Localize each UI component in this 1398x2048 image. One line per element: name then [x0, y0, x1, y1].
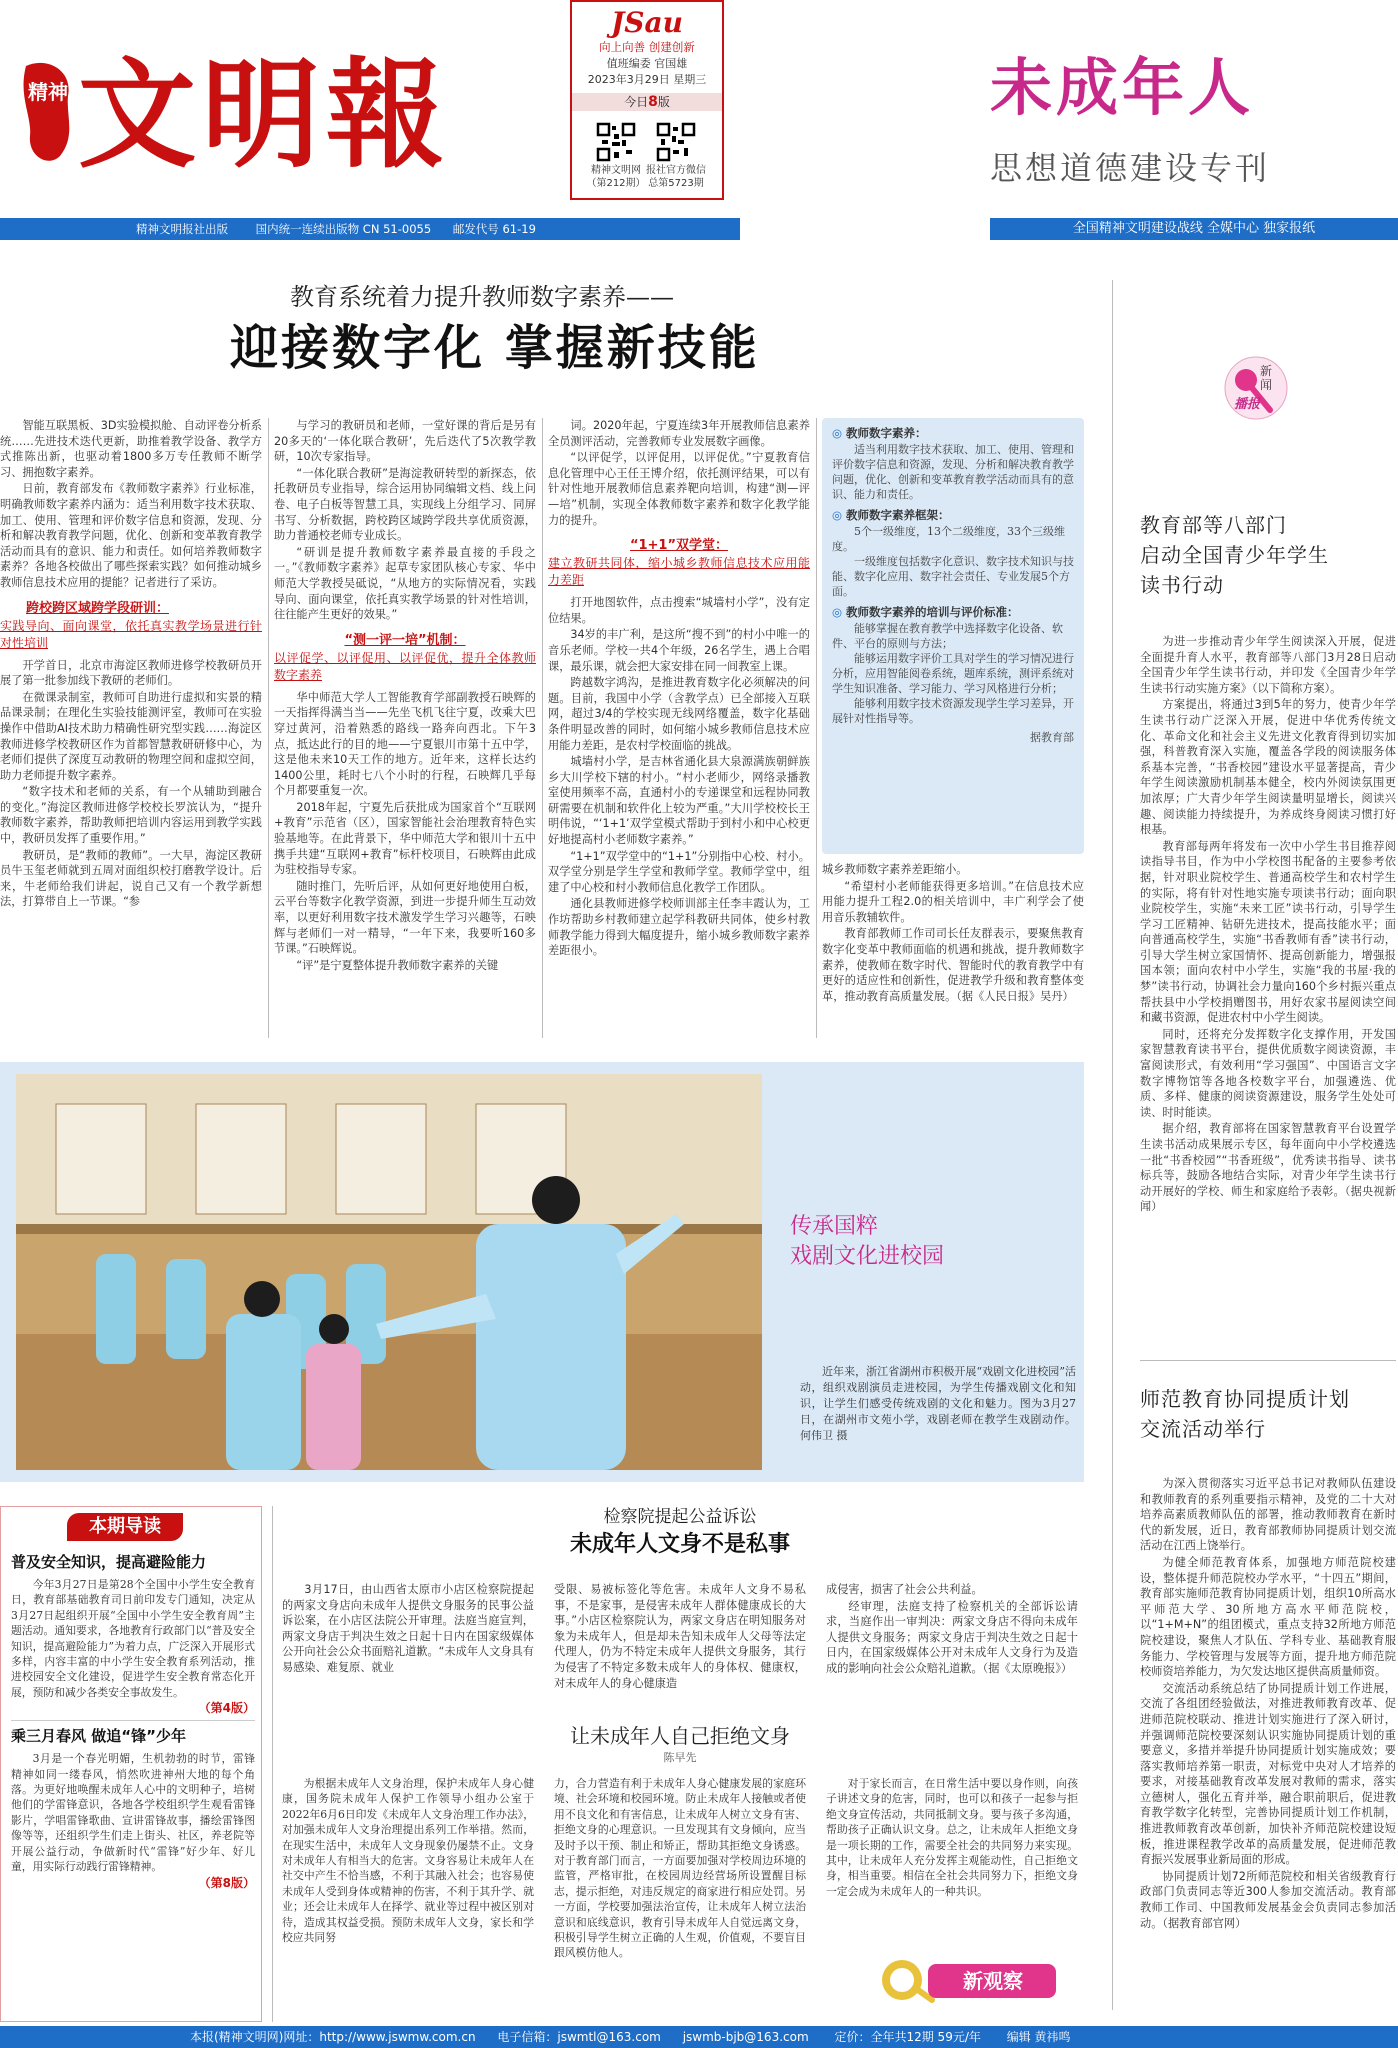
footer-editor: 编辑 黄祎鸣	[1006, 2030, 1071, 2044]
bottom-col2: 受限、易被标签化等危害。未成年人文身不易私事，不是家事，是侵害未成年人群体健康成长的大事。”小店区检察院认为，两家文身店在明知服务对象为未成年人，但是却未告知未成年人父母等法定代理人，仍为不特定未成年人提供文身服务，其行为侵害了不特定多数未成年人的身体权、健康权，对未成年人的身心健康造	[554, 1583, 806, 1690]
lead-para: 开学首日，北京市海淀区教师进修学校教研员开展了第一批参加线下教研的老师们。	[0, 658, 262, 688]
masthead-info-bar	[0, 218, 740, 240]
guide-header: 本期导读	[67, 1513, 183, 1541]
right-article1-title: 教育部等八部门 启动全国青少年学生 读书行动	[1140, 513, 1329, 597]
lead-para: 随时推门，先听后评，从如何更好地使用白板，云平台等数字化教学资源，到进一步提升师生互动效率，以更好利用数字技术激发学生学习兴趣等，石映辉与老师们一对一精导，“一年下来，我要听160多节课。”石映辉说。	[274, 879, 536, 956]
lead-para: 日前，教育部发布《教师数字素养》行业标准，明确教师数字素养内涵为：适当利用数字技术获取、加工、使用、管理和评价数字信息和资源，发现、分析和解决教育教学问题，优化、创新和变革教育教学活动而具有的意识、能力和责任。如何培养教师数字素养？各地各校做出了哪些探索实践？如何推动城乡教师信息技术应用的提能？记者进行了采访。	[0, 482, 262, 589]
news-broadcast-badge: 新 闻 播报	[1222, 354, 1290, 434]
publisher: 精神文明报社出版	[136, 222, 228, 236]
masthead-editor: 值班编委 官国雄	[606, 57, 688, 70]
photo-caption-title: 传承国粹 戏剧文化进校园	[790, 1214, 945, 1269]
guide-item-desc: 3月是一个春光明媚，生机勃勃的时节，雷锋精神如同一缕春风，悄然吹进神州大地的每个角落。为更好地唤醒未成年人心中的文明种子，培树他们的学雷锋意识，各地各学校组织学生观看雷锋影片，学唱雷锋歌曲、宣讲雷锋故事，播绘雷锋图像等等，还组织学生们走上街头、社区，养老院等开展公益行动，争做新时代“雷锋”好少年、好儿童，用实际行动践行雷锋精神。	[11, 1752, 255, 1874]
opinion-col1: 为根据未成年人文身治理，保护未成年人身心健康，国务院未成年人保护工作领导小组办公室于2022年6月6日印发《未成年人文身治理工作办法》，对加强未成年人文身治理提出系列工作举措。然而，在现实生活中，未成年人文身现象仍屡禁不止。文身对未成年人有相当大的危害。文身容易让未成年人在社交中产生不恰当感，不利于其融入社会；也容易使未成年人受到身体或精神的伤害，不利于其升学、就业；还会让未成年人在择学、就业等过程中被区别对待，造成其权益受损。预防未成年人文身，家长和学校应共同努	[282, 1777, 534, 1945]
right-article2-title: 师范教育协同提质计划 交流活动举行	[1140, 1387, 1350, 1441]
box-text: 一级维度包括数字化意识、数字技术知识与技能、数字化应用、数字社会责任、专业发展5个方面。	[832, 555, 1074, 598]
lead-subhead-desc: 建立教研共同体，缩小城乡教师信息技术应用能力差距	[548, 556, 810, 588]
bottom-kicker: 检察院提起公益诉讼	[603, 1507, 757, 1527]
box-text: 能够利用数字技术资源发现学生学习差异，开展针对性指导等。	[832, 697, 1074, 725]
opinion-headline: 让未成年人自己拒绝文身	[570, 1724, 790, 1748]
new-observation-logo	[878, 1954, 1068, 2004]
masthead-center-box	[570, 0, 724, 200]
lead-col2	[274, 418, 536, 1058]
masthead-date: 2023年3月29日 星期三	[587, 73, 707, 86]
masthead-slogan: 向上向善 创建创新	[599, 40, 695, 54]
lead-para: 34岁的丰广利，是这所“搜不到”的村小中唯一的音乐老师。学校一共4个年级，26名学生，遇上合唱课，最乐课，就会把大家安排在同一间教室上课。	[548, 628, 810, 673]
footer-price: 定价：全年共12期 59元/年	[834, 2030, 981, 2044]
box-heading: ◎ 教师数字素养：	[832, 426, 927, 440]
special-title: 未成年人	[990, 51, 1255, 124]
masthead-right-bar: 全国精神文明建设战线 全媒中心 独家报纸	[990, 218, 1398, 240]
lead-para: 华中师范大学人工智能教育学部副教授石映辉的一天指挥得满当当——先坐飞机飞往宁夏，改乘大巴穿过黄河，沿着熟悉的路线一路奔向西北。下午3点，抵达此行的目的地——宁夏银川市第十五中学，这是他未来10天工作的地方。近年来，这样长达约1400公里，耗时七八个小时的行程，石映辉几乎每个月都要重复一次。	[274, 690, 536, 798]
box-heading: ◎ 教师数字素养的培训与评价标准：	[832, 605, 1019, 619]
guide-item-ref[interactable]: （第4版）	[198, 1701, 255, 1716]
lead-para: “研训是提升教师数字素养最直接的手段之一。”《教师数字素养》起草专家团队核心专家、华中师范大学教授吴砥说，“从地方的实际情况看，实践导向、面向课堂，依托真实教学场景的针对性培训，往往能产生更好的效果。”	[274, 545, 536, 622]
lead-subhead: “测一评一培”机制：	[344, 632, 466, 648]
guide-box	[0, 1506, 262, 2022]
lead-col4	[822, 862, 1084, 1042]
postal-code: 邮发代号 61-19	[452, 222, 536, 236]
new-observation-text: 新观察	[963, 1969, 1023, 1993]
pages-today: 今日8版	[572, 93, 722, 111]
masthead-seal-text: 精神	[28, 80, 68, 104]
footer-email1[interactable]: 电子信箱：jswmtl@163.com	[497, 2030, 661, 2044]
col-divider	[268, 418, 269, 1038]
right-divider	[1140, 1360, 1396, 1361]
lead-para: “以评促学，以评促用，以评促优。”宁夏教育信息化管理中心王任王博介绍，依托测评结果，可以有针对性地开展教师信息素养靶向培训，构建“测—评—培”机制，实现全体教师数字素养和数字化教学能力的提升。	[548, 451, 810, 527]
lead-kicker: 教育系统着力提升教师数字素养——	[290, 283, 674, 311]
lead-para: 教研员，是“教师的教师”。一大早，海淀区教研员牛玉玺老师就到五周对面组织校打磨教学设计。后来，牛老师给我们讲起，说自己又有一个教学新想法，打算带自上一节课。“参	[0, 848, 262, 909]
box-text: 能够掌握在教育教学中选择数字化设备、软件、平台的原则与方法；	[832, 622, 1063, 650]
lead-headline: 迎接数字化 掌握新技能	[230, 320, 760, 376]
footer-email2[interactable]: jswmb-bjb@163.com	[682, 2030, 809, 2044]
lead-para: 教育部教师工作司司长任友群表示，要聚焦教育数字化变革中教师面临的机遇和挑战，提升教师数字素养，使教师在数字时代、智能时代的教育教学中有更好的适应性和创新性，促进教学升级和教育整体变革，推动教育高质量发展。（据《人民日报》吴丹）	[822, 927, 1084, 1003]
lead-para: 城乡教师数字素养差距缩小。	[822, 863, 968, 876]
badge-logo: JSau	[611, 6, 683, 39]
lead-col1	[0, 418, 262, 1058]
lead-para: “希望村小老师能获得更多培训。”在信息技术应用能力提升工程2.0的相关培训中，丰广利学会了使用音乐教辅软件。	[822, 879, 1084, 924]
lead-para: 城墙村小学，是吉林省通化县大泉源满族朝鲜族乡大川学校下辖的村小。“村小老师少，网络录播教室使用频率不高，直通村小的专递课堂和远程协同教研需要在机制和软件化上较为严重。”大川学校校长王明伟说，“‘1+1’双学堂模式帮助于到村小和中心校更好地提高村小老师数字素养。”	[548, 755, 810, 847]
lead-para: 2018年起，宁夏先后获批成为国家首个“互联网+教育”示范省（区），国家智能社会治理教育特色实验基地等。在此背景下，华中师范大学和银川十五中携手共建“互联网+教育”标杆校项目，石映辉由此成为驻校指导专家。	[274, 800, 536, 877]
lead-para: “评”是宁夏整体提升教师数字素养的关键	[296, 958, 499, 972]
qr-code-website[interactable]	[596, 122, 636, 162]
right-article2-body: 为深入贯彻落实习近平总书记对教师队伍建设和教师教育的系列重要指示精神，及党的二十大对培养高素质教师队伍的部署，推动教师教育在新时代的新发展，近日，教育部教师协同提质计划交流活动在江西上饶举行。 为健全师范教育体系，加强地方师范院校建设，整体提升师范院校办学水平，“十四五”期间，教育部实施师范教育协同提质计划，组织10所高水平师范大学、30所地方高水平师范院校，以“1+M+N”的组团模式，重点支持32所地方师范院校建设，聚焦人才队伍、学科专业、基础教育服务能力、学校管理与发展等方面，提升地方师范院校师资培养能力，为欠发达地区提供高质量师资。 交流活动系统总结了协同提质计划工作进展，交流了各组团经验做法，对推进教师教育改革、促进师范院校联动、推进计划实施进行了深入研讨，并强调师范院校要深刻认识实施协同提质计划的重要意义，多措并举提升协同提质计划实施成效；要落实教师培养第一职责，对标党中央对人才培养的要求，对接基础教育改革发展对教师的需求，落实立德树人，强化五育并举，融合职前职后，促进教育教学数字化转型，完善协同提质计划工作机制，推进教师教育改革创新，加快补齐师范院校建设短板，推进课程教学改革的高质量发展，促进师范教育振兴发展事业新局面的形成。 协同提质计划72所师范院校和相关省级教育行政部门负责同志等近300人参加交流活动。教育部教师工作司、中国教师发展基金会负责同志参加活动。（据教育部官网）	[1140, 1477, 1396, 1930]
photo-caption: 近年来，浙江省湖州市积极开展“戏剧文化进校园”活动，组织戏剧演员走进校园，为学生传播戏剧文化和知识，让学生们感受传统戏剧的文化和魅力。图为3月27日，在湖州市文苑小学，戏剧老师在教学生戏剧动作。 何伟卫 摄	[800, 1365, 1076, 1442]
lead-para: “数字技术和老师的关系，有一个从辅助到融合的变化。”海淀区教师进修学校校长罗滨认为，“提升教师数字素养，帮助教师把培训内容运用到教学实践中，教研员发挥了重要作用。”	[0, 785, 262, 846]
lead-col3	[548, 418, 810, 1058]
guide-item-ref[interactable]: （第8版）	[198, 1875, 255, 1890]
lead-subhead: 跨校跨区域跨学段研训：	[26, 600, 170, 616]
photo-panel	[0, 1062, 1084, 1482]
qr-code-wechat[interactable]	[656, 122, 696, 162]
lead-para: 与学习的教研员和老师，一堂好课的背后是另有20多天的‘一体化联合教研’，先后迭代了5次教学教研，10次专家指导。	[274, 419, 536, 464]
bottom-col1: 3月17日，由山西省太原市小店区检察院提起的两家文身店向未成年人提供文身服务的民事公益诉讼案，在小店区法院公开审理。法庭当庭宣判，两家文身店于判决生效之日起十日内在国家级媒体公开向社会公众书面赔礼道歉。“未成年人文身具有易感染、难复原、就业	[282, 1583, 534, 1674]
cn-number: 国内统一连续出版物 CN 51-0055	[255, 222, 432, 236]
lead-para: 跨越数字鸿沟，是推进教育数字化必须解决的问题。目前，我国中小学（含教学点）已全部接入互联网，超过3/4的学校实现无线网络覆盖，数字化基础条件明显改善的同时，如何缩小城乡教师信息技术应用能力差距，是农村学校面临的挑战。	[548, 676, 810, 752]
opinion-byline: 陈早先	[663, 1751, 697, 1764]
lead-para: 智能互联黑板、3D实验模拟舱、自动评卷分析系统……先进技术迭代更新，助推着教学设备、教学方式推陈出新，也驱动着1800多万专任教师不断学习、拥抱数字素养。	[0, 419, 262, 479]
box-text: 5个一级维度，13个二级维度，33个三级维度。	[832, 525, 1065, 553]
guide-item-desc: 今年3月27日是第28个全国中小学生安全教育日，教育部基础教育司日前印发专门通知，决定从3月27日起组织开展“全国中小学生安全教育周”主题活动。通知要求，各地教育行政部门以“普及安全知识，提高避险能力”为着力点，广泛深入开展形式多样，内容丰富的中小学生安全教育系列活动，推进校园安全文化建设，促进学生安全教育常态化开展，预防和减少各类安全事故发生。	[11, 1578, 255, 1699]
col-divider	[272, 1506, 273, 2022]
guide-item-title[interactable]: 乘三月春风 做追“锋”少年	[11, 1727, 186, 1746]
guide-item-title[interactable]: 普及安全知识，提高避险能力	[11, 1553, 207, 1571]
lead-subhead-desc: 以评促学、以评促用、以评促优，提升全体教师数字素养	[274, 650, 536, 682]
lead-para: 在微课录制室，教师可自助进行虚拟和实景的精品课录制；在理化生实验技能测评室，教师可在实验操作中借助AI技术助力精确性研究型实践……海淀区教师进修学校教研区作为首都智慧教研研修中心，为老师们提供了深度互动教研的物理空间和虚拟空间，助力老师提升数字素养。	[0, 690, 262, 782]
definition-box	[822, 418, 1084, 854]
box-text: 能够运用数字评价工具对学生的学习情况进行分析，应用智能阅卷系统，题库系统，测评系统对学生知识准备、学习能力、学习风格进行分析；	[832, 652, 1074, 695]
box-heading: ◎ 教师数字素养框架：	[832, 508, 950, 522]
col-divider	[816, 418, 817, 1038]
qr2-caption: 报社官方微信 总第5723期	[646, 165, 706, 189]
lead-para: 通化县教师进修学校师训部主任李丰霞认为，工作坊帮助乡村教师建立起学科教研共同体，使乡村教师教学能力得到大幅度提升，缩小城乡教师数字素养差距很小。	[548, 897, 810, 958]
footer-site[interactable]: 本报(精神文明网)网址：http://www.jswmw.com.cn	[190, 2030, 476, 2044]
microphone-icon	[1222, 354, 1290, 434]
lead-para: “一体化联合教研”是海淀教研转型的新探态，依托教研员专业指导，综合运用协同编辑文档、线上问卷、电子白板等智慧工具，实现线上分组学习、同屏书写、分析数据，跨校跨区域跨学段共享优质资源，助力普通校老师专业成长。	[274, 466, 536, 543]
opera-photo	[16, 1074, 762, 1470]
opinion-col2: 力，合力营造有利于未成年人身心健康发展的家庭环境、社会环境和校园环境。防止未成年人接触或者使用不良文化和有害信息，让未成年人树立文身有害、拒绝文身的心理意识。一旦发现其有文身倾向，应当及时予以干预、制止和矫正，帮助其拒绝文身诱惑。对于教育部门而言，一方面要加强对学校周边环境的监管，严格审批，在校园周边经营场所设置醒目标志，提示拒绝，对违反规定的商家进行相应处罚。另一方面，学校要加强法治宣传，让未成年人树立法治意识和底线意识，教育引导未成年人自觉远离文身，积极引导学生树立正确的人生观，价值观，不要盲目跟风模仿他人。	[554, 1777, 806, 1960]
opinion-col3: 对于家长而言，在日常生活中要以身作则，向孩子讲述文身的危害，同时，也可以和孩子一起参与拒绝文身宣传活动，共同抵制文身。要与孩子多沟通，帮助孩子正确认识文身。总之，让未成年人拒绝文身是一项长期的工作，需要全社会的共同努力来实现。其中，让未成年人充分发挥主观能动性，自己拒绝文身，相当重要。相信在全社会共同努力下，拒绝文身一定会成为未成年人的一种共识。	[826, 1777, 1078, 1898]
lead-para: 打开地图软件，点击搜索“城墙村小学”，没有定位结果。	[548, 596, 810, 625]
lead-subhead: “1+1”双学堂：	[629, 538, 729, 554]
lead-subhead-desc: 实践导向、面向课堂，依托真实教学场景进行针对性培训	[0, 618, 262, 650]
box-text: 适当利用数字技术获取、加工、使用、管理和评价数字信息和资源，发现、分析和解决教育教学问题，优化、创新和变革教育教学活动而具有的意识、能力和责任。	[832, 443, 1074, 501]
masthead-red-seal	[18, 56, 78, 166]
col-divider	[542, 418, 543, 1038]
box-source: 据教育部	[1030, 731, 1074, 744]
lead-para: “1+1”双学堂中的“1+1”分别指中心校、村小。双学堂分别是学生学堂和教师学堂。教师学堂中，组建了中心校和村小教师信息化教学工作团队。	[548, 849, 810, 894]
qr1-caption: 精神文明网 （第212期）	[586, 165, 646, 189]
bottom-col3: 成侵害，损害了社会公共利益。 经审理，法庭支持了检察机关的全部诉讼请求，当庭作出一审判决：两家文身店不得向未成年人提供文身服务；两家文身店于判决生效之日起十日内，在国家级媒体公开对未成年人文身行为及造成的影响向社会公众赔礼道歉。（据《太原晚报》）	[826, 1583, 1078, 1675]
footer-bar	[0, 2026, 1398, 2048]
special-subtitle: 思想道德建设专刊	[990, 149, 1271, 187]
masthead-logo: 文明報	[78, 45, 451, 184]
lead-para: 词。2020年起，宁夏连续3年开展教师信息素养全员测评活动，完善教师专业发展数字画像。	[548, 419, 810, 448]
right-article1-body: 为进一步推动青少年学生阅读深入开展，促进全面提升育人水平，教育部等八部门3月28日启动全国青少年学生读书行动，并印发《全国青少年学生读书行动实施方案》（以下简称方案）。 方案提出，将通过3到5年的努力，使青少年学生读书行动广泛深入开展，促进中华优秀传统文化、革命文化和社会主义先进文化教育得到切实加强，科普教育深入实施，覆盖各学段的阅读服务体系基本完善，“书香校园”建设水平显著提高，青少年学生阅读激励机制基本健全，校内外阅读氛围更加浓厚；广大青少年学生阅读量明显增长，阅读兴趣、阅读能力持续提升，为养成终身阅读习惯打好根基。 教育部每两年将发布一次中小学生书目推荐阅读指导书目，作为中小学校图书配备的主要参考依据，针对职业院校学生、普通高校学生和农村学生的实际，将有针对性地实施专项读书行动；面向职业院校学生，实施“未来工匠”读书行动，引导学生学习工匠精神、钻研先进技术，提高技能水平；面向普通高校学生，实施“书香教师有香”读书行动，引导大学生树立家国情怀、提高创新能力，增强报国本领；面向农村中小学生，实施“我的书屋·我的梦”读书行动，协调社会力量向160个乡村振兴重点帮扶县中小学校捐赠图书，用好农家书屋阅读空间和藏书资源，促进农村中小学生阅读。 同时，还将充分发挥数字化支撑作用，开发国家智慧教育读书平台，提供优质数字阅读资源，丰富阅读形式，有效利用“学习强国”、中国语言文字数字博物馆等各地各校数字平台，加强遴选、优质、多样、健康的阅读资源建设，服务学生处处可读、时时能读。 据介绍，教育部将在国家智慧教育平台设置学生读书活动成果展示专区，每年面向中小学校遴选一批“书香校园”“书香班级”，优秀读书指导、读书标兵等，鼓励各地结合实际，对青少年学生读书行动开展好的学校、师生和家庭给予表彰。（据央视新闻）	[1140, 635, 1396, 1214]
bottom-headline: 未成年人文身不是私事	[569, 1532, 790, 1557]
right-col-divider	[1112, 280, 1113, 2010]
